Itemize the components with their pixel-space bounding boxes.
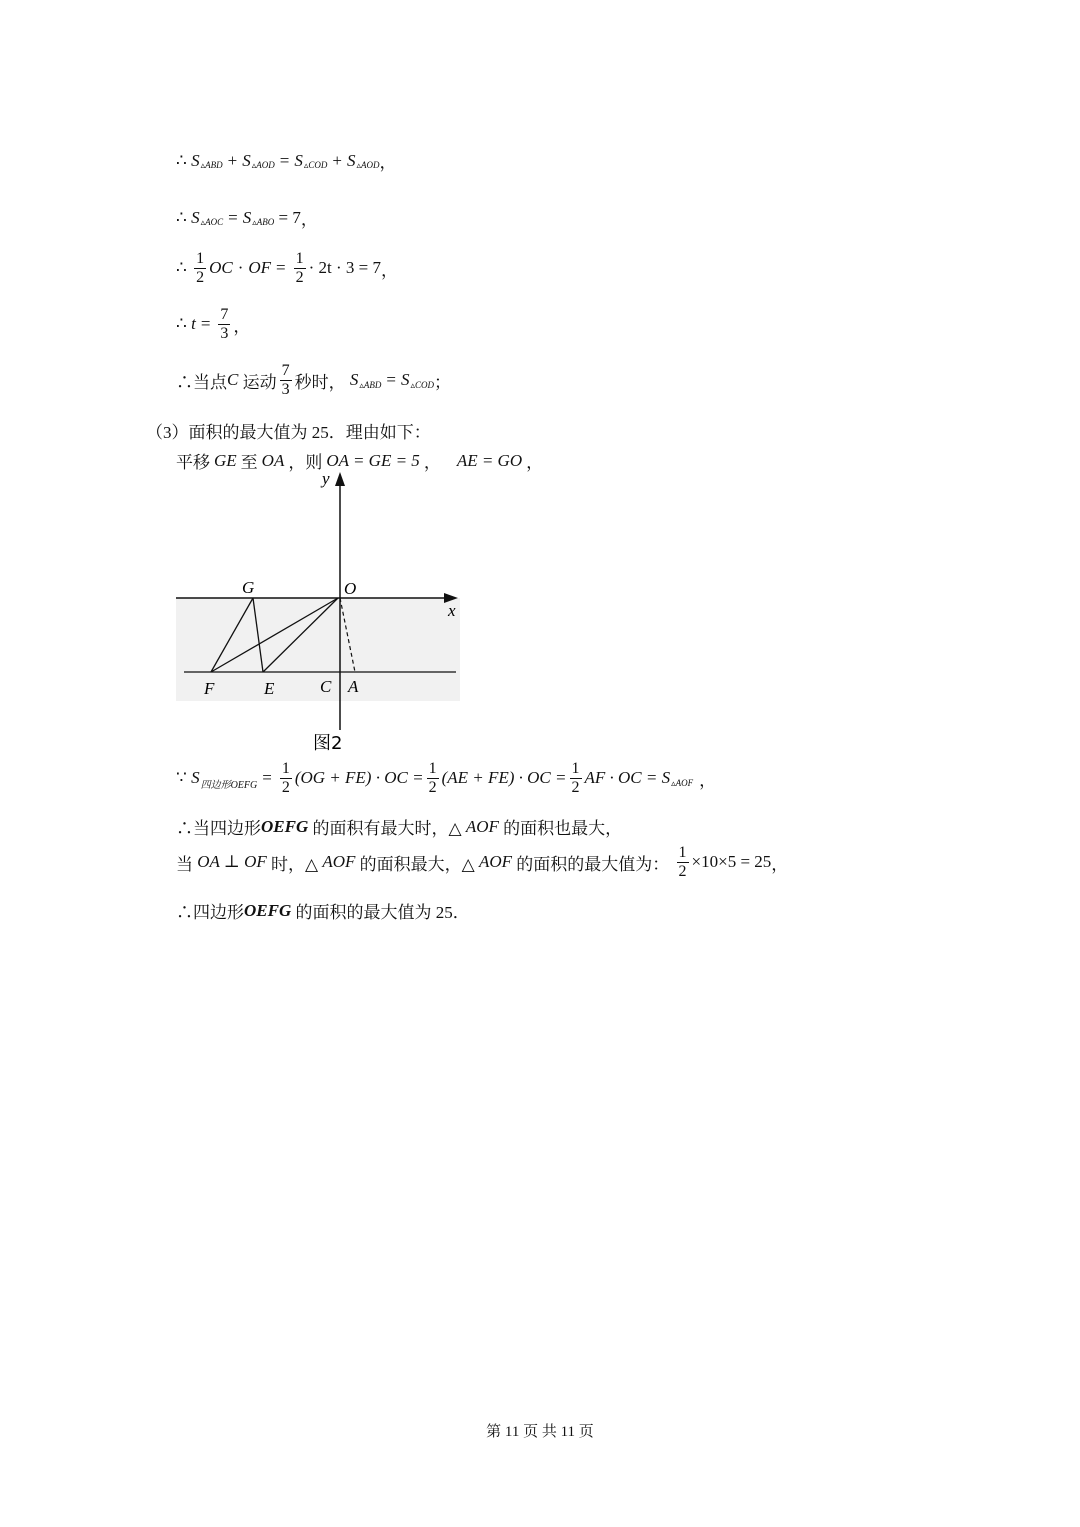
calculation: ×10×5 = 25 [691,852,772,872]
operator: = [386,370,396,390]
operator: = [200,314,211,334]
segment-oa: OA [261,450,285,470]
text: 秒时， [294,372,346,392]
area-symbol: S [191,150,200,170]
point-c: C [227,370,239,390]
figure-caption: 图2 [313,733,343,754]
value: = 7 [278,207,301,227]
operator: + [332,150,342,170]
fraction-seven-thirds: $\frac{7}{3}$ [220,306,229,342]
fraction-seven-thirds: $\frac{7}{3}$ [281,362,290,398]
label-e: E [264,679,275,698]
fraction-half: $\frac{1}{2}$ [428,760,437,796]
perpendicular-condition: OA ⊥ OF [197,852,267,872]
subscript: ABD [205,160,223,170]
part-3-heading [146,418,431,443]
text: 运动 [242,372,277,392]
text: ， [526,453,544,472]
label-g: G [242,578,255,597]
fraction-half: $\frac{1}{2}$ [295,250,304,286]
punctuation: ， [300,210,318,229]
area-symbol: S [191,768,200,788]
text: 的面积也最大， [503,819,623,838]
area-symbol: S [242,150,251,170]
area-symbol: S [349,370,359,390]
subscript: AOC [205,217,224,227]
expression: AF · OC = [584,768,658,788]
fraction-half: $\frac{1}{2}$ [678,844,687,880]
text: 的面积的最大值为 25． [295,903,470,922]
area-symbol: S [294,150,303,170]
text: 当 [176,854,193,874]
label-y: y [322,469,330,488]
therefore-symbol: ∴ [176,314,187,334]
area-symbol: S [191,207,200,227]
equation-line-4 [176,306,250,342]
operator: = [279,150,290,170]
subscript: 四边形OEFG [200,779,258,791]
label-a: A [348,677,359,696]
equation-line-3 [176,250,398,286]
fraction-half: $\frac{1}{2}$ [281,760,290,796]
fraction-half: $\frac{1}{2}$ [196,250,205,286]
equation-line-5: ∴当点 C 运动 $\frac{7}{3}$ 秒时， S ▵ABD = S ▵COD ； [176,362,452,398]
conclusion-line-9 [176,814,622,839]
punctuation: ， [699,770,717,790]
equation: AE = GO [456,450,523,470]
equation-line-8: ∵ S 四边形OEFG = $\frac{1}{2}$ (OG + FE) · OC = $\frac{1}{2}$ (AE + FE) · OC = $\frac{1}{2}$ AF · OC = S ▵AOF ， [176,760,717,796]
area-symbol: S [661,768,671,788]
text: ， [423,453,441,472]
expression: · 2t · 3 = 7 [308,258,382,278]
text: ，则 [288,453,323,472]
expression: (OG + FE) [294,768,372,788]
punctuation: ， [379,153,397,172]
conclusion-line-10 [176,844,788,880]
label-f: F [204,679,215,698]
triangle-aof: AOF [478,852,513,872]
text: 至 [240,453,258,472]
variable-t: t [191,314,196,334]
because-symbol: ∵ [176,768,187,788]
subscript: AOD [361,160,380,170]
operator: = [276,258,286,278]
label-o: O [344,579,357,598]
triangle-aof: AOF [465,816,499,836]
therefore-symbol: ∴ [176,258,187,278]
punctuation: ， [771,854,789,874]
text: ∴四边形 [176,903,244,922]
text: ∴当点 [176,372,227,392]
subscript: ABO [256,217,275,227]
fraction-half: $\frac{1}{2}$ [571,760,580,796]
expression: · OC = [518,768,567,788]
subscript: AOD [256,160,275,170]
operator: + [227,150,238,170]
operator: · [237,258,244,278]
shaded-band [176,598,460,701]
equation: OA = GE = 5 [326,450,420,470]
text: 平移 [176,453,210,472]
equation-line-2: ∴ S ▵AOC = S ▵ABO = 7 ， [176,205,318,230]
subscript: COD [308,160,328,170]
text: 时，△ [271,854,319,874]
operator: = [262,768,272,788]
segment-of: OF [248,258,272,278]
operator: = [228,207,238,227]
area-symbol: S [242,207,252,227]
punctuation: ； [434,372,452,392]
therefore-symbol: ∴ [176,207,187,227]
subscript: ABD [363,379,382,390]
final-answer [176,898,470,923]
label-x: x [448,601,456,620]
triangle-aof: AOF [322,852,356,872]
area-symbol: S [346,150,356,170]
subscript: COD [415,379,435,390]
expression: · OC = [375,768,424,788]
area-symbol: S [400,370,410,390]
text: ∴当四边形 [176,819,261,838]
text: 的面积的最大值为： [516,854,670,874]
label-c: C [320,677,332,696]
page-footer: 第 11 页 共 11 页 [486,1424,594,1440]
segment-oc: OC [209,258,233,278]
y-axis-arrow-icon [335,472,345,486]
text: （3）面积的最大值为 25．理由如下： [146,423,431,442]
punctuation: ， [381,260,399,280]
punctuation: ， [233,316,251,336]
segment-ge: GE [214,450,237,470]
quadrilateral-oefg: OEFG [244,900,292,920]
quadrilateral-oefg: OEFG [261,816,309,836]
text: 的面积最大，△ [359,854,475,874]
equation-line-1: ∴ S ▵ABD + S ▵AOD = S ▵COD + S ▵AOD ， [176,148,397,173]
subscript: AOF [675,777,694,788]
therefore-symbol: ∴ [176,150,187,170]
text: 的面积有最大时，△ [312,819,462,838]
expression: (AE + FE) [441,768,515,788]
figure-2-diagram [170,468,470,758]
